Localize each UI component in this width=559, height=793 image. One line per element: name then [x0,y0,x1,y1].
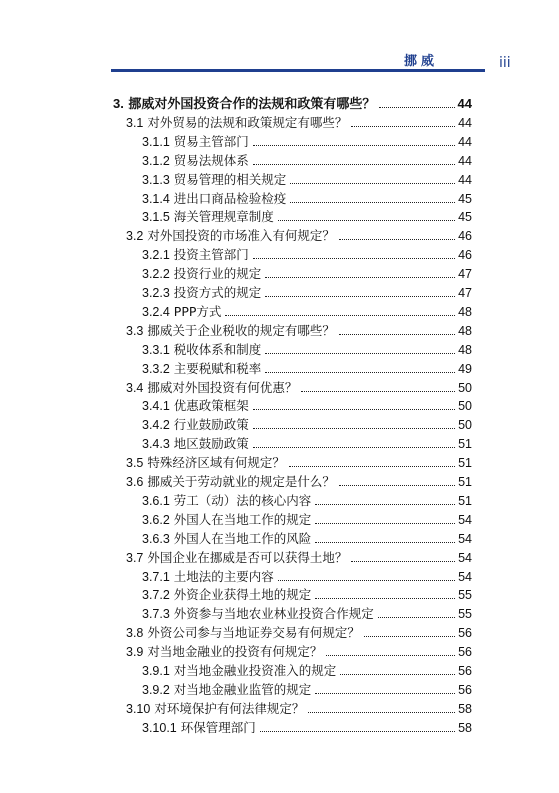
toc-page-number: 45 [458,191,472,206]
toc-entry-number: 3.4 [126,380,144,395]
toc-entry-title: 优惠政策框架 [173,398,249,414]
toc-entry-number: 3.9 [126,645,144,660]
toc-entry-number: 3.7 [126,550,144,565]
toc-page-number: 47 [458,286,472,300]
toc-page-number: 55 [458,607,472,622]
toc-page-number: 51 [458,493,472,508]
toc-page-number: 46 [458,229,472,244]
toc-entry[interactable] [126,454,472,472]
toc-entry-number: 3.3.2 [142,361,170,376]
toc-entry-label [142,284,261,302]
toc-entry-label [142,152,249,170]
toc-entry-label [126,624,360,642]
toc-page-number: 49 [458,361,472,376]
toc-entry-number: 3.1 [126,115,144,130]
toc-entry-label [126,114,347,132]
toc-dot-leader [265,296,455,297]
toc-entry-label [142,719,256,737]
toc-page-number: 50 [458,380,472,395]
toc-entry[interactable] [142,605,472,623]
toc-entry-number: 3.7.2 [142,588,170,603]
toc-page-number: 51 [458,437,472,452]
toc-entry-title: 贸易主管部门 [173,133,249,149]
toc-entry-label [142,416,249,434]
toc-entry-label [142,341,261,359]
toc-page-number: 51 [458,456,472,471]
toc-entry[interactable] [142,586,472,604]
toc-entry-title: 贸易管理的相关规定 [173,171,287,187]
toc-page-number: 44 [458,115,472,130]
header-page-number: iii [499,55,511,71]
toc-page-number: 54 [458,531,472,546]
toc-entry-title: 对外国投资的市场准入有何规定？ [147,228,335,244]
toc-entry-label [142,605,374,623]
toc-dot-leader [253,164,455,165]
toc-entry[interactable] [142,133,472,151]
toc-entry[interactable] [142,246,472,264]
toc-dot-leader [278,220,455,221]
toc-page-number: 46 [458,248,472,263]
toc-dot-leader [379,107,454,108]
toc-page-number: 56 [458,682,472,697]
toc-entry-number: 3. [113,96,124,111]
toc-entry-number: 3.3.1 [142,342,170,357]
toc-dot-leader [340,674,455,675]
toc-entry-number: 3.5 [126,456,144,471]
toc-entry-title: PPP方式 [173,303,222,319]
toc-entry-label [113,95,375,114]
toc-entry-label [142,397,249,415]
toc-entry-label [142,265,261,283]
toc-entry-title: 挪威对外国投资有何优惠？ [147,379,298,395]
toc-entry-number: 3.8 [126,626,144,641]
toc-entry-title: 投资主管部门 [173,247,249,263]
toc-entry-title: 主要税赋和税率 [173,360,262,376]
toc-entry-title: 海关管理规章制度 [173,209,274,225]
toc-dot-leader [225,315,455,316]
toc-dot-leader [289,466,455,467]
toc-page-number: 50 [458,399,472,414]
toc-entry[interactable] [142,681,472,699]
toc-dot-leader [290,183,455,184]
toc-page-number: 48 [458,304,472,319]
toc-dot-leader [265,372,455,373]
toc-entry-title: 外国人在当地工作的规定 [173,511,312,527]
toc-entry-label [142,492,311,510]
toc-entry[interactable] [142,662,472,680]
toc-page-number: 56 [458,626,472,641]
toc-dot-leader [315,523,455,524]
toc-dot-leader [315,504,455,505]
toc-page-number: 44 [458,134,472,149]
toc-entry-title: 对当地金融业的投资有何规定？ [147,644,323,660]
toc-dot-leader [339,485,455,486]
toc-entry-label [142,662,336,680]
toc-entry-title: 对环境保护有何法律规定？ [154,700,305,716]
toc-entry-title: 地区鼓励政策 [173,436,249,452]
toc-entry-number: 3.1.3 [142,172,170,187]
toc-entry[interactable] [142,303,472,321]
toc-entry-label [126,473,335,491]
toc-page-number: 58 [458,720,472,735]
toc-dot-leader [378,617,455,618]
toc-entry-number: 3.2 [126,229,144,244]
toc-page-number: 48 [458,342,472,357]
toc-entry-number: 3.4.3 [142,437,170,452]
toc-entry-label [142,208,274,226]
toc-entry-label [142,303,221,321]
toc-page-number: 56 [458,664,472,678]
toc-entry-label [126,454,285,472]
toc-entry[interactable] [142,492,472,510]
toc-entry-label [142,511,311,529]
toc-entry-number: 3.1.4 [142,191,170,206]
toc-entry[interactable] [126,473,472,491]
toc-entry[interactable] [126,322,472,340]
toc-entry-title: 贸易法规体系 [173,152,249,168]
toc-entry-title: 进出口商品检验检疫 [173,190,287,206]
toc-entry-number: 3.2.4 [142,304,170,319]
toc-entry-number: 3.1.2 [142,153,170,168]
toc-entry-title: 挪威关于劳动就业的规定是什么？ [147,474,335,489]
toc-entry-number: 3.9.2 [142,682,170,697]
toc-entry-number: 3.10 [126,701,151,716]
toc-entry-title: 行业鼓励政策 [173,417,249,433]
toc-entry[interactable] [142,530,472,548]
toc-dot-leader [339,239,455,240]
toc-entry-title: 对当地金融业监管的规定 [173,681,312,697]
toc-entry[interactable] [126,700,472,718]
toc-dot-leader [315,542,455,543]
toc-entry-title: 外资企业获得土地的规定 [173,587,312,603]
toc-page-number: 44 [457,96,472,111]
toc-entry-title: 对外贸易的法规和政策规定有哪些？ [147,114,348,130]
toc-entry[interactable] [142,341,472,359]
toc-dot-leader [364,636,455,637]
toc-dot-leader [265,277,455,278]
toc-dot-leader [339,334,455,335]
toc-dot-leader [351,126,455,127]
toc-entry[interactable] [142,397,472,415]
toc-page-number: 45 [458,210,472,225]
toc-entry[interactable] [142,284,472,302]
toc-entry[interactable] [126,624,472,642]
toc-entry-title: 特殊经济区域有何规定？ [147,455,285,471]
toc-entry-label [142,133,249,151]
toc-entry-label [126,643,322,661]
toc-entry-label [126,549,347,567]
toc-dot-leader [253,409,455,410]
toc-page-number: 58 [458,701,472,716]
header-rule [111,69,485,72]
toc-dot-leader [253,258,455,259]
toc-page-number: 44 [458,172,472,187]
toc-entry-title: 外国企业在挪威是否可以获得土地？ [147,549,348,565]
toc-page-number: 50 [458,418,472,433]
toc-entry[interactable] [142,435,472,453]
toc-entry-label [142,171,286,189]
toc-entry[interactable] [142,360,472,378]
toc-entry-number: 3.1.1 [142,134,170,149]
toc-page-number: 55 [458,588,472,603]
toc-entry-title: 投资行业的规定 [173,266,262,282]
toc-entry-number: 3.3 [126,323,144,338]
toc-entry-number: 3.9.1 [142,664,170,678]
toc-page-number: 48 [458,323,472,338]
toc-dot-leader [253,447,455,448]
toc-entry-number: 3.10.1 [142,720,177,735]
toc-entry[interactable] [142,190,472,208]
toc-dot-leader [315,598,455,599]
toc-entry-number: 3.6 [126,475,144,489]
toc-entry-label [126,322,335,340]
toc-entry-number: 3.2.2 [142,267,170,282]
toc-entry-number: 3.4.2 [142,418,170,433]
toc-entry[interactable] [142,568,472,586]
toc-dot-leader [315,693,455,694]
toc-entry-title: 劳工（动）法的核心内容 [173,492,312,508]
toc-entry[interactable] [142,511,472,529]
toc-entry-title: 挪威对外国投资合作的法规和政策有哪些？ [128,97,376,112]
header-title: 挪威 [404,54,439,69]
toc-entry-label [142,360,261,378]
toc-entry-title: 投资方式的规定 [173,285,262,300]
toc-page-number: 47 [458,267,472,282]
toc-entry[interactable] [142,719,472,737]
toc-entry-number: 3.6.3 [142,531,170,546]
toc-entry-title: 土地法的主要内容 [173,568,274,584]
toc-dot-leader [278,580,455,581]
toc-dot-leader [301,391,455,392]
toc-entry-label [142,530,311,548]
toc-dot-leader [308,712,455,713]
toc-dot-leader [290,202,455,203]
toc-entry-number: 3.6.1 [142,493,170,508]
toc-entry-number: 3.4.1 [142,399,170,414]
toc-entry-title: 挪威关于企业税收的规定有哪些？ [147,322,335,338]
toc-entry-number: 3.6.2 [142,512,170,527]
toc-entry-number: 3.1.5 [142,210,170,225]
toc-entry-title: 外国人在当地工作的风险 [173,530,312,546]
toc-dot-leader [265,353,455,354]
toc-dot-leader [326,655,455,656]
toc-entry[interactable] [126,379,472,397]
toc-entry[interactable] [126,643,472,661]
toc-page-number: 56 [458,645,472,660]
toc-entry[interactable] [113,95,472,113]
toc-entry[interactable] [142,208,472,226]
toc-entry-label [126,227,335,245]
toc-entry-title: 对当地金融业投资准入的规定 [173,663,337,678]
toc-entry-number: 3.2.1 [142,248,170,263]
toc-entry-title: 环保管理部门 [180,719,256,735]
toc-entry-label [142,190,286,208]
toc-entry-title: 税收体系和制度 [173,341,262,357]
toc-page-number: 54 [458,569,472,584]
toc-entry-label [142,681,311,699]
toc-dot-leader [253,428,455,429]
toc-entry[interactable] [126,549,472,567]
toc-entry-title: 外资参与当地农业林业投资合作规定 [173,606,374,622]
toc-dot-leader [253,145,455,146]
toc-entry-label [142,586,311,604]
toc-entry-label [126,379,297,397]
toc-entry-label [126,700,304,718]
toc-page-number: 44 [458,153,472,168]
toc-dot-leader [260,731,455,732]
toc-entry[interactable] [142,265,472,283]
toc-entry[interactable] [126,114,472,132]
toc-entry-label [142,246,249,264]
toc-page-number: 54 [458,550,472,565]
toc-page-number: 51 [458,475,472,489]
toc-page-number: 54 [458,512,472,527]
toc-dot-leader [351,561,455,562]
toc-entry[interactable] [126,227,472,245]
toc-entry[interactable] [142,416,472,434]
toc-entry[interactable] [142,171,472,189]
toc-entry-label [142,568,274,586]
toc-entry-number: 3.7.1 [142,569,170,584]
toc-entry-label [142,435,249,453]
toc-entry-number: 3.2.3 [142,286,170,300]
toc-entry-number: 3.7.3 [142,607,170,622]
toc-entry[interactable] [142,152,472,170]
toc-entry-title: 外资公司参与当地证券交易有何规定？ [147,625,360,641]
